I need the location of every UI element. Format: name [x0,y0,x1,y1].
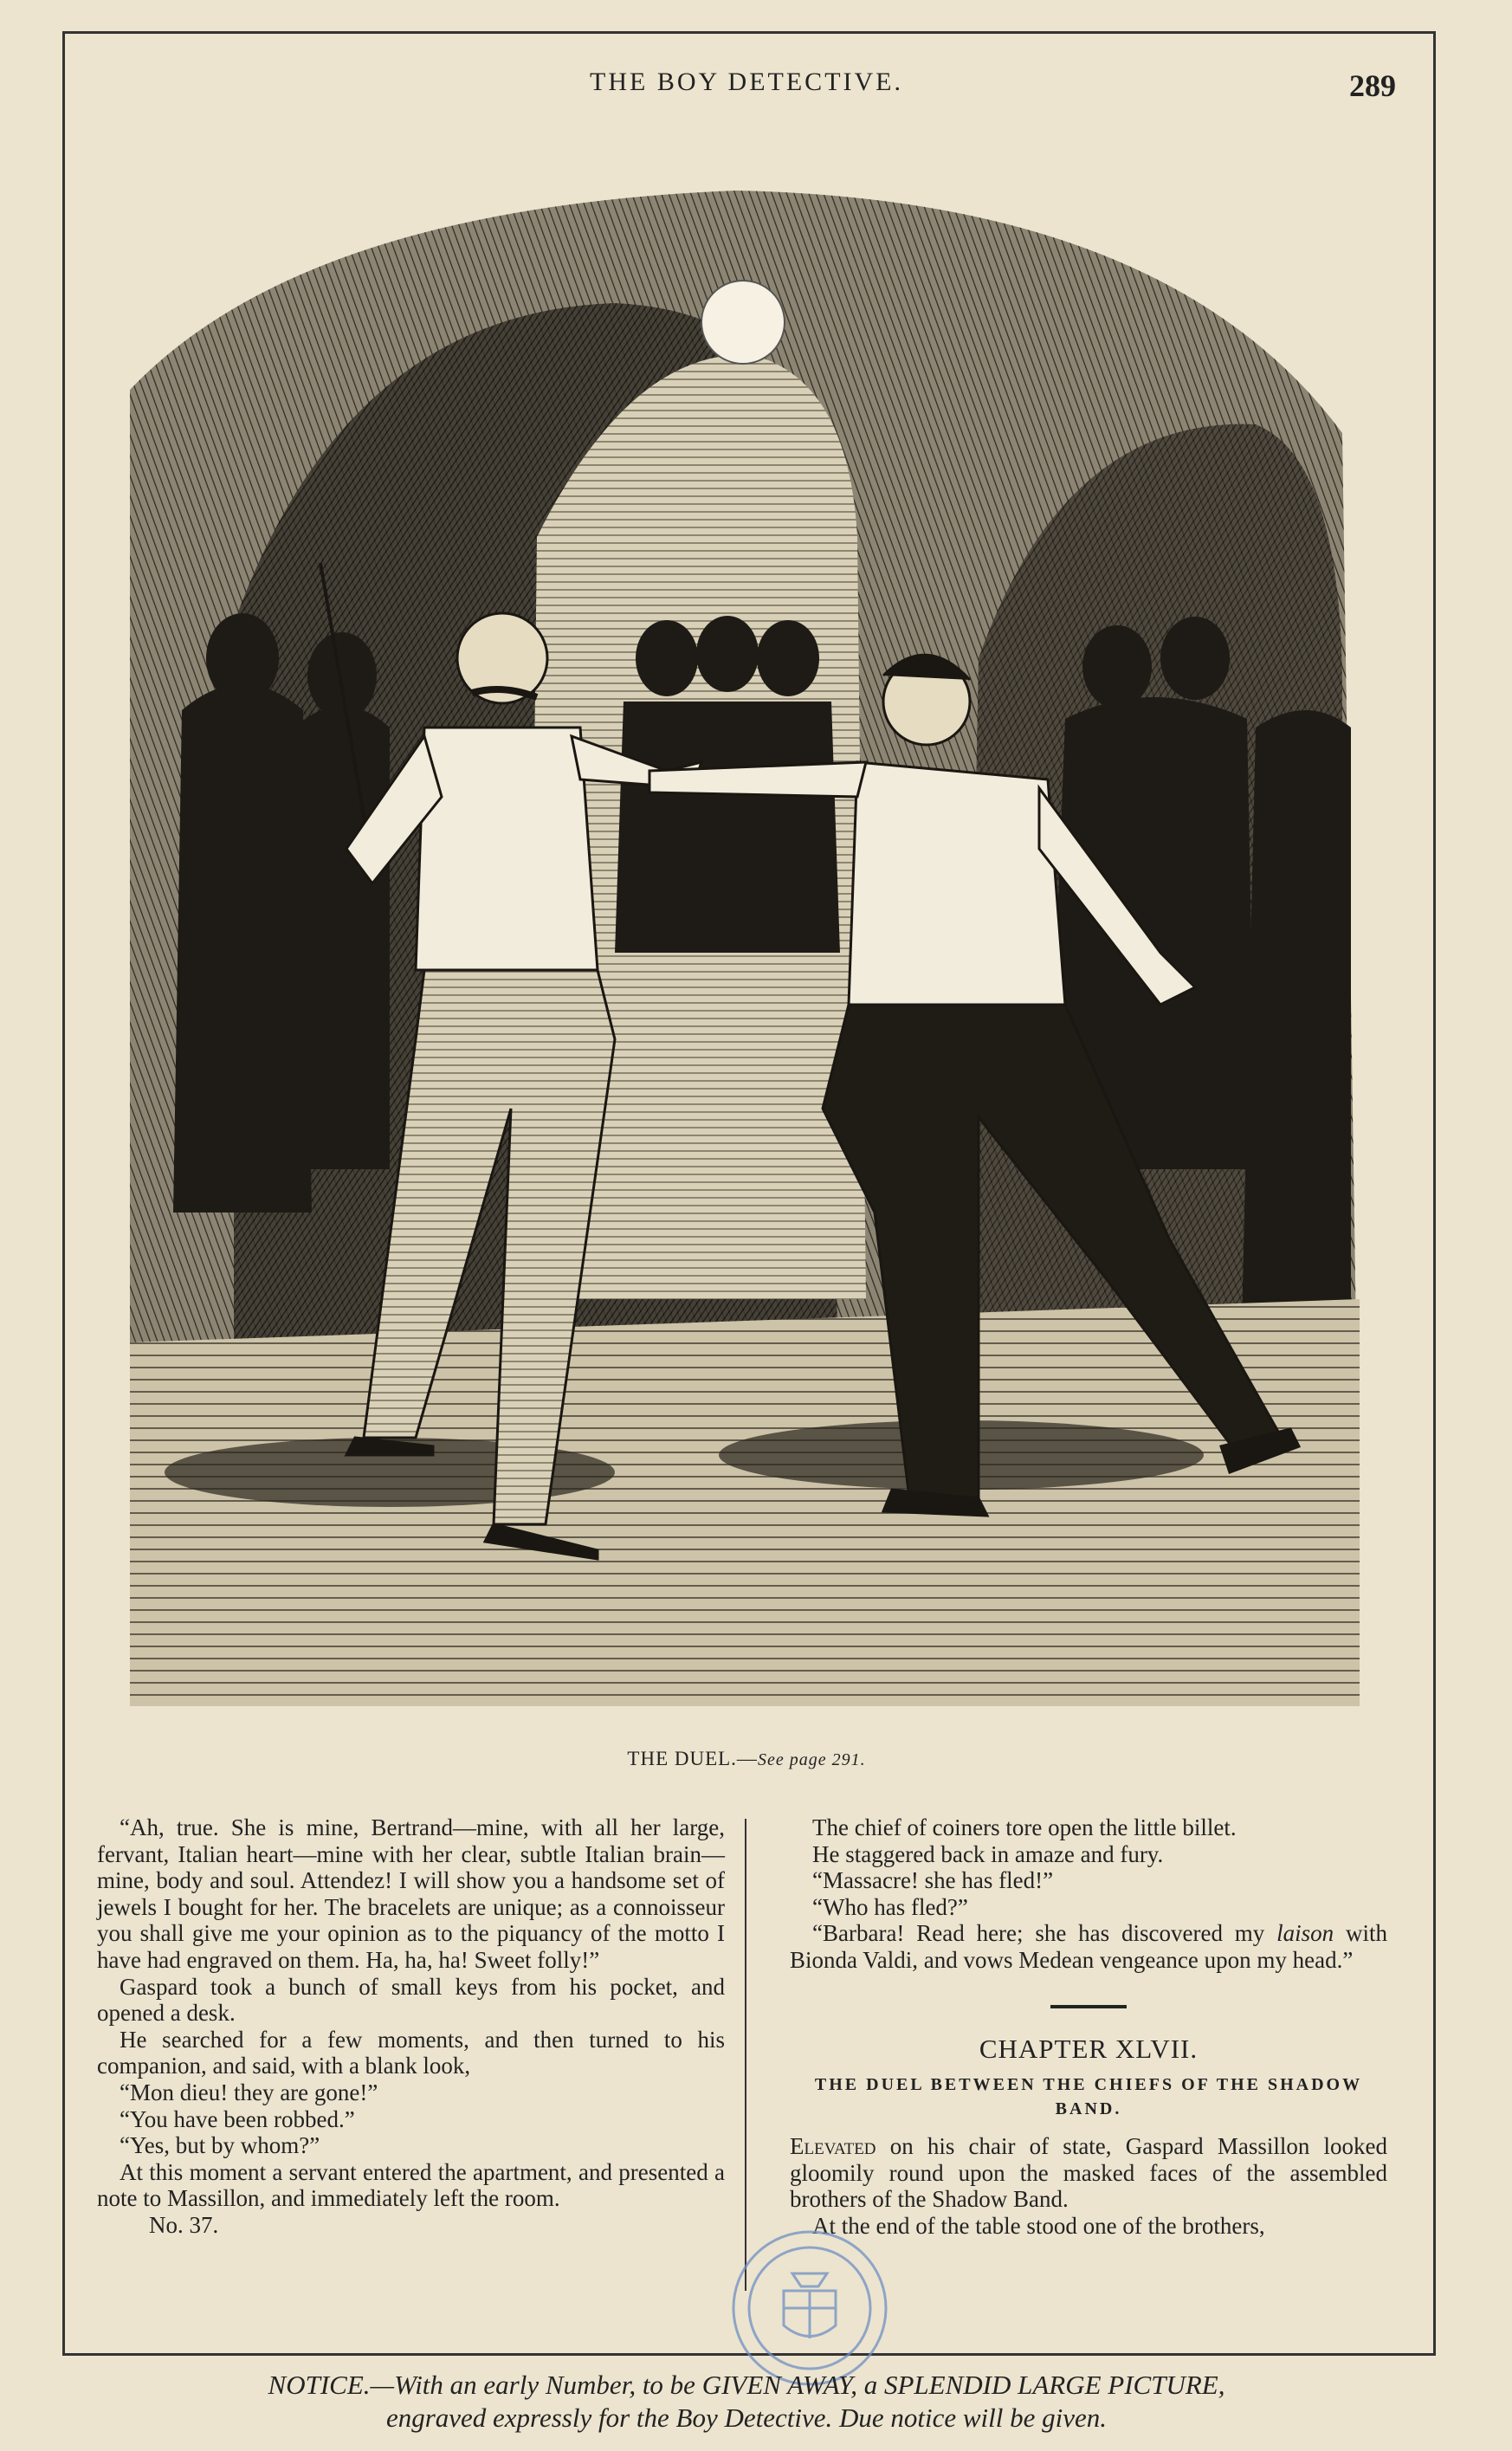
paragraph: “Mon dieu! they are gone!” [120,2079,378,2105]
paragraph: He staggered back in amaze and fury. [812,1840,1164,1867]
notice-line: NOTICE.—With an early Number, to be GIVEN AWAY, a SPLENDID LARGE PICTURE, [268,2370,1225,2400]
paragraph: The chief of coiners tore open the little billet. [812,1814,1237,1840]
page-number: 289 [1349,68,1396,103]
paragraph: He searched for a few moments, and then turned to his companion, and said, with a blank look, [97,2026,725,2079]
chapter-heading: CHAPTER XLVII. [979,2033,1199,2064]
duel-engraving [130,173,1360,1706]
notice-banner [62,2369,1431,2435]
paragraph: At this moment a servant entered the apartment, and presented a note to Massillon, and immediately left the room. [97,2158,725,2212]
paragraph-text: “Barbara! Read here; she has discovered my [812,1920,1277,1947]
paragraph: “Ah, true. She is mine, Bertrand—mine, with all her large, fervant, Italian heart—mine with her clear, subtle Italian brain—mine, body and soul. Attendez! I will show you a handsome set of jewels I bought for her. The bracelets are unique; as a connoisseur you shall give me your opinion as to the piquancy of the motto I have had engraved on them. Ha, ha, ha! Sweet folly!” [97,1814,725,1973]
left-text-column [97,1814,725,2239]
paragraph: Gaspard took a bunch of small keys from his pocket, and opened a desk. [97,1973,725,2027]
paragraph-text: on his chair of state, Gaspard Massillon looked gloomily round upon the masked faces of the assembled brothers of the Shadow Band. [790,2133,1387,2213]
running-header [62,68,1431,120]
column-divider [745,1819,746,2291]
section-rule [1050,2005,1127,2008]
right-text-column [790,1814,1387,2240]
caption-title: THE DUEL.— [627,1748,758,1769]
caption-page-reference: See page 291. [757,1750,866,1769]
moon [701,281,785,364]
chapter-subtitle: THE DUEL BETWEEN THE CHIEFS OF THE SHADOW BAND. [814,2075,1363,2119]
figure-caption [62,1748,1431,1770]
paragraph: At the end of the table stood one of the brothers, [812,2212,1265,2239]
paragraph: “Yes, but by whom?” [120,2132,320,2159]
italic-word: laison [1276,1920,1334,1947]
paragraph: “Who has fled?” [812,1893,968,1920]
paragraph-text: with Bionda Valdi, and vows Medean vengeance upon my head.” [790,1920,1387,1973]
notice-line: engraved expressly for the Boy Detective. Due notice will be given. [385,2402,1108,2433]
opening-word: Elevated [790,2133,876,2160]
paragraph [790,1920,1387,1973]
paragraph: “You have been robbed.” [120,2105,355,2132]
running-title: THE BOY DETECTIVE. [590,68,903,96]
paragraph: “Massacre! she has fled!” [812,1867,1054,1894]
number-mark: No. 37. [149,2211,219,2238]
paragraph [790,2133,1387,2213]
